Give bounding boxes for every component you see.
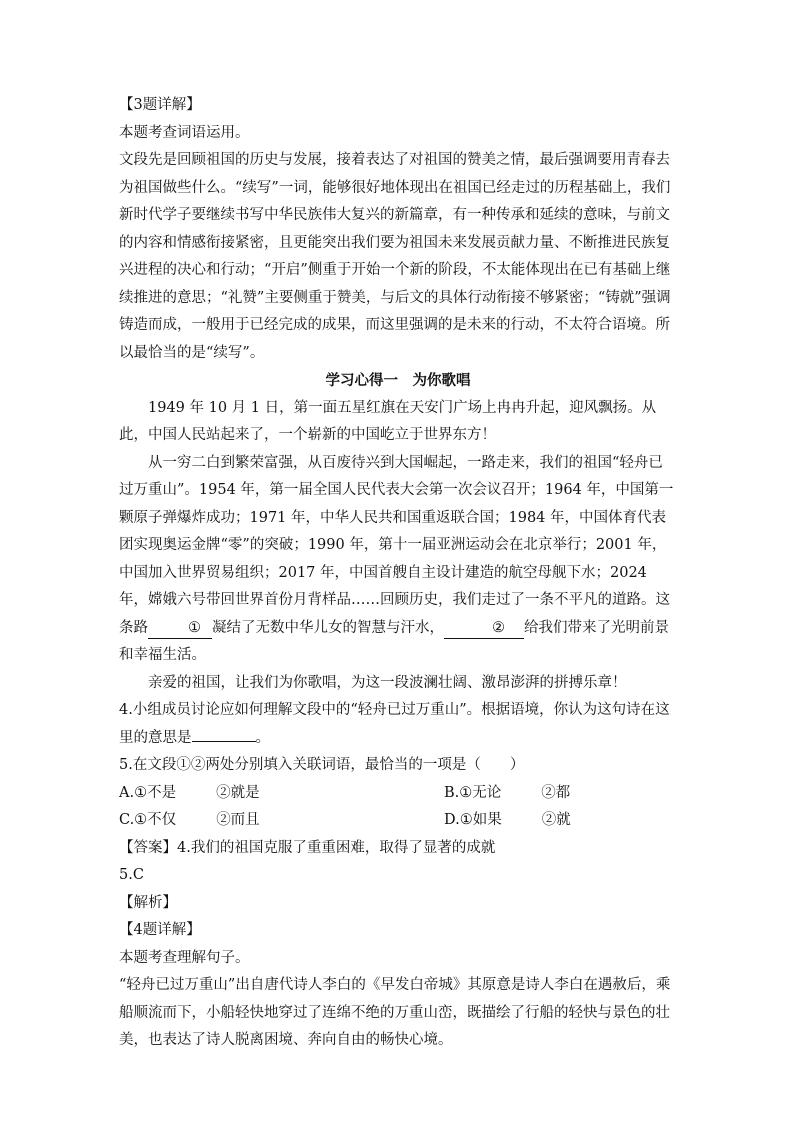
section3-body: 文段先是回顾祖国的历史与发展，接着表达了对祖国的赞美之情，最后强调要用青春去为祖国做些什么。“续写”一词，能够很好地体现出在祖国已经走过的历程基础上，我们新时代学子要继续书写中华民族伟大复兴的新篇章，有一种传承和延续的意味，与前文的内容和情感衔接紧密，且更能突出我们要为祖国未来发展贡献力量、不断推进民族复兴进程的决心和行动；“开启”侧重于开始一个新的阶段，不太能体现出在已有基础上继续推进的意思；“礼赞”主要侧重于赞美，与后文的具体行动衔接不够紧密；“铸就”强调铸造而成，一般用于已经完成的成果，而这里强调的是未来的行动，不太符合语境。所以最恰当的是“续写”。 <box>119 152 671 361</box>
question-4-answer-blank <box>192 741 256 742</box>
option-c <box>119 807 444 835</box>
analysis-topic: 本题考查理解句子。 <box>119 949 250 966</box>
question-4-text: 4.小组成员讨论应如何理解文段中的“轻舟已过万重山”。根据语境，你认为这句诗在这里的意思是 <box>119 702 670 746</box>
answer-line-2: 5.C <box>119 867 144 883</box>
essay-paragraph-1: 1949 年 10 月 1 日，第一面五星红旗在天安门广场上冉冉升起，迎风飘扬。从此，中国人民站起来了，一个崭新的中国屹立于世界东方！ <box>119 399 657 443</box>
essay-paragraph-2-part-c: 给我们带来了光明前景和幸福生活。 <box>119 619 669 663</box>
essay-paragraph-2-part-b: 凝结了无数中华儿女的智慧与汗水， <box>212 619 444 636</box>
blank-1: ① <box>148 618 212 639</box>
analysis-header: 【解析】 <box>119 894 177 911</box>
options-row-1 <box>119 780 677 808</box>
document-content <box>119 92 677 1055</box>
section3-header: 【3题详解】 <box>119 97 201 113</box>
option-b <box>444 780 677 808</box>
answer-line-1: 【答案】4.我们的祖国克服了重重困难，取得了显著的成就 <box>119 839 496 856</box>
option-c-first: C.①不仅 <box>119 812 177 828</box>
question-4 <box>119 697 677 752</box>
option-b-first: B.①无论 <box>444 784 502 801</box>
essay-paragraph-2-part-a: 从一穷二白到繁荣富强，从百废待兴到大国崛起，一路走来，我们的祖国“轻舟已过万重山”。1954 年，第一届全国人民代表大会第一次会议召开；1964 年，中国第一颗原子弹爆炸成功；1971 年，中华人民共和国重返联合国；1984 年，中国体育代表团实现奥运金牌“零”的突破；1990 年，第十一届亚洲运动会在北京举行；2001 年，中国加入世界贸易组织；2017 年，中国首艘自主设计建造的航空母舰下水；2024 年，嫦娥六号带回世界首份月背样品……回顾历史，我们走过了一条不平凡的道路。这条路 <box>119 454 674 636</box>
option-c-second: ②而且 <box>216 812 260 828</box>
question-4-end: 。 <box>255 729 270 746</box>
section3-topic: 本题考查词语运用。 <box>119 124 250 141</box>
option-a-second: ②就是 <box>216 784 260 801</box>
analysis-body: “轻舟已过万重山”出自唐代诗人李白的《早发白帝城》其原意是诗人李白在遇赦后，乘船顺流而下，小船轻快地穿过了连绵不绝的万重山峦，既描绘了行船的轻快与景色的壮美，也表达了诗人脱离困境、奔向自由的畅快心境。 <box>119 977 671 1048</box>
essay-title: 学习心得一 为你歌唱 <box>325 372 471 389</box>
analysis-subheader: 【4题详解】 <box>119 922 201 938</box>
options-row-2 <box>119 807 677 835</box>
option-a <box>119 780 444 808</box>
option-d-first: D.①如果 <box>444 812 502 828</box>
blank-2: ② <box>444 618 524 639</box>
essay-paragraph-3: 亲爱的祖国，让我们为你歌唱，为这一段波澜壮阔、激昂澎湃的拼搏乐章！ <box>148 674 627 691</box>
option-b-second: ②都 <box>541 784 571 801</box>
option-d-second: ②就 <box>541 812 571 828</box>
essay-paragraph-2 <box>119 450 677 670</box>
option-d <box>444 807 677 835</box>
question-5: 5.在文段①②两处分别填入关联词语，最恰当的一项是（ ） <box>119 757 525 773</box>
option-a-first: A.①不是 <box>119 784 177 801</box>
